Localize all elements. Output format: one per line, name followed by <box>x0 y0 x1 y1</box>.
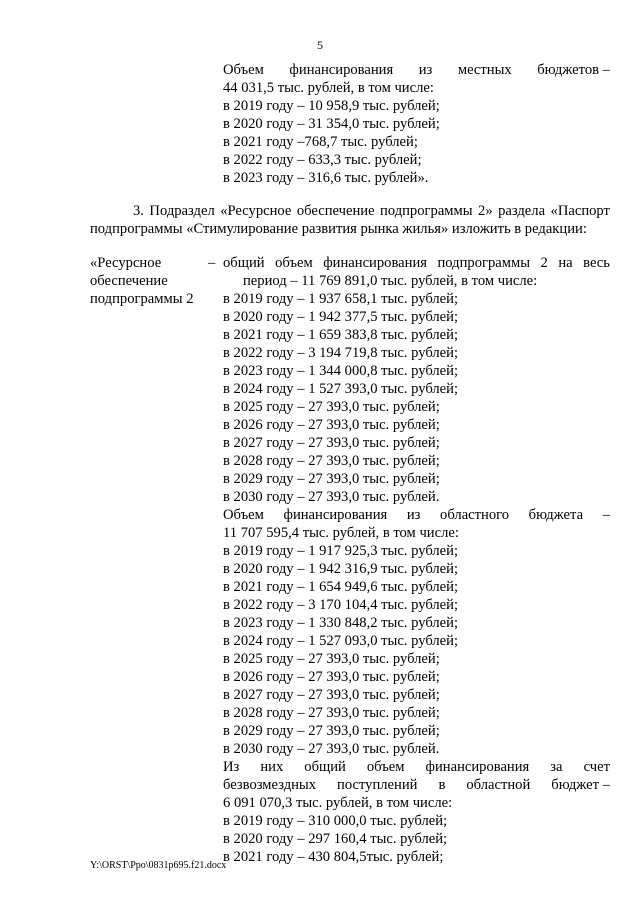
word: Подраздел <box>149 203 215 219</box>
word: Из <box>223 759 240 775</box>
file-path-footer: Y:\ORST\Ppo\0831p695.f21.docx <box>90 860 227 871</box>
word: местных <box>457 62 512 78</box>
word: за <box>550 759 563 775</box>
year-line: в 2021 году – 1 654 949,6 тыс. рублей; <box>223 579 459 595</box>
word: счет <box>583 759 610 775</box>
year-line: в 2020 году – 1 942 316,9 тыс. рублей; <box>223 561 459 577</box>
word: них <box>260 759 284 775</box>
word: 2 <box>540 255 548 271</box>
year-line: в 2020 году – 297 160,4 тыс. рублей; <box>223 831 448 847</box>
paragraph-line-1 <box>133 203 610 221</box>
total-block-heading <box>223 255 610 273</box>
year-line: в 2021 году – 1 659 383,8 тыс. рублей; <box>223 327 459 343</box>
word: бюджетов – <box>537 62 610 78</box>
top-block-heading <box>223 62 610 80</box>
word: весь <box>583 255 610 271</box>
year-line: в 2027 году – 27 393,0 тыс. рублей; <box>223 435 440 451</box>
left-label-line: подпрограммы 2 <box>90 291 194 307</box>
paragraph-line-2: подпрограммы «Стимулирование развития рынка жилья» изложить в редакции: <box>90 221 587 237</box>
word: «Паспорт <box>550 203 610 219</box>
word: Объем <box>223 507 264 523</box>
word: областной <box>466 777 531 793</box>
regional-block-heading <box>223 507 610 525</box>
year-line: в 2029 году – 27 393,0 тыс. рублей; <box>223 723 440 739</box>
year-line: в 2019 году – 310 000,0 тыс. рублей; <box>223 813 448 829</box>
year-line: в 2019 году – 1 937 658,1 тыс. рублей; <box>223 291 459 307</box>
left-label-line: «Ресурсное <box>90 255 162 271</box>
top-block-line: в 2022 году – 633,3 тыс. рублей; <box>223 152 422 168</box>
top-block-line: в 2021 году –768,7 тыс. рублей; <box>223 134 418 150</box>
word: объем <box>275 255 313 271</box>
word: раздела <box>498 203 546 219</box>
year-line: в 2022 году – 3 170 104,4 тыс. рублей; <box>223 597 459 613</box>
year-line: в 2028 году – 27 393,0 тыс. рублей; <box>223 705 440 721</box>
year-line: в 2024 году – 1 527 093,0 тыс. рублей; <box>223 633 459 649</box>
year-line: в 2026 году – 27 393,0 тыс. рублей; <box>223 669 440 685</box>
year-line: в 2020 году – 1 942 377,5 тыс. рублей; <box>223 309 459 325</box>
label-dash: – <box>208 255 216 271</box>
word: бюджета <box>528 507 584 523</box>
grant-block-line-2 <box>223 777 610 795</box>
word: «Ресурсное <box>220 203 292 219</box>
word: подпрограммы <box>437 255 531 271</box>
year-line: в 2026 году – 27 393,0 тыс. рублей; <box>223 417 440 433</box>
year-line: в 2025 году – 27 393,0 тыс. рублей; <box>223 399 440 415</box>
year-line: в 2023 году – 1 344 000,8 тыс. рублей; <box>223 363 459 379</box>
word: финансирования <box>323 255 427 271</box>
word: общий <box>223 255 265 271</box>
regional-block-total: 11 707 595,4 тыс. рублей, в том числе: <box>223 525 459 541</box>
word: поступлений <box>337 777 418 793</box>
word: на <box>558 255 573 271</box>
word: общий <box>304 759 346 775</box>
year-line: в 2023 году – 1 330 848,2 тыс. рублей; <box>223 615 459 631</box>
page-number: 5 <box>317 38 323 52</box>
word: из <box>406 507 421 523</box>
grant-block-line-1 <box>223 759 610 777</box>
word: областного <box>440 507 510 523</box>
word: – <box>602 507 610 523</box>
left-label-line: обеспечение <box>90 273 168 289</box>
word: 2» <box>478 203 493 219</box>
top-block-line: в 2019 году – 10 958,9 тыс. рублей; <box>223 98 440 114</box>
top-block-line: в 2023 году – 316,6 тыс. рублей». <box>223 170 429 186</box>
word: финансирования <box>289 62 394 78</box>
word: Объем <box>223 62 264 78</box>
word: в <box>438 777 446 793</box>
year-line: в 2027 году – 27 393,0 тыс. рублей; <box>223 687 440 703</box>
top-block-line: 44 031,5 тыс. рублей, в том числе: <box>223 80 434 96</box>
word: подпрограммы <box>380 203 473 219</box>
word: 3. <box>133 203 144 219</box>
top-block-line: в 2020 году – 31 354,0 тыс. рублей; <box>223 116 440 132</box>
word: безвозмездных <box>223 777 317 793</box>
word: из <box>418 62 433 78</box>
year-line: в 2025 году – 27 393,0 тыс. рублей; <box>223 651 440 667</box>
word: обеспечение <box>296 203 375 219</box>
word: объем <box>366 759 405 775</box>
year-line: в 2022 году – 3 194 719,8 тыс. рублей; <box>223 345 459 361</box>
grant-block-total: 6 091 070,3 тыс. рублей, в том числе: <box>223 795 453 811</box>
word: финансирования <box>425 759 530 775</box>
year-line: в 2030 году – 27 393,0 тыс. рублей. <box>223 741 440 757</box>
year-line: в 2021 году – 430 804,5тыс. рублей; <box>223 849 444 865</box>
year-line: в 2024 году – 1 527 393,0 тыс. рублей; <box>223 381 459 397</box>
word: бюджет – <box>551 777 610 793</box>
year-line: в 2019 году – 1 917 925,3 тыс. рублей; <box>223 543 459 559</box>
word: финансирования <box>283 507 388 523</box>
total-block-period: период – 11 769 891,0 тыс. рублей, в том числе: <box>243 273 538 289</box>
year-line: в 2028 году – 27 393,0 тыс. рублей; <box>223 453 440 469</box>
year-line: в 2029 году – 27 393,0 тыс. рублей; <box>223 471 440 487</box>
year-line: в 2030 году – 27 393,0 тыс. рублей. <box>223 489 440 505</box>
